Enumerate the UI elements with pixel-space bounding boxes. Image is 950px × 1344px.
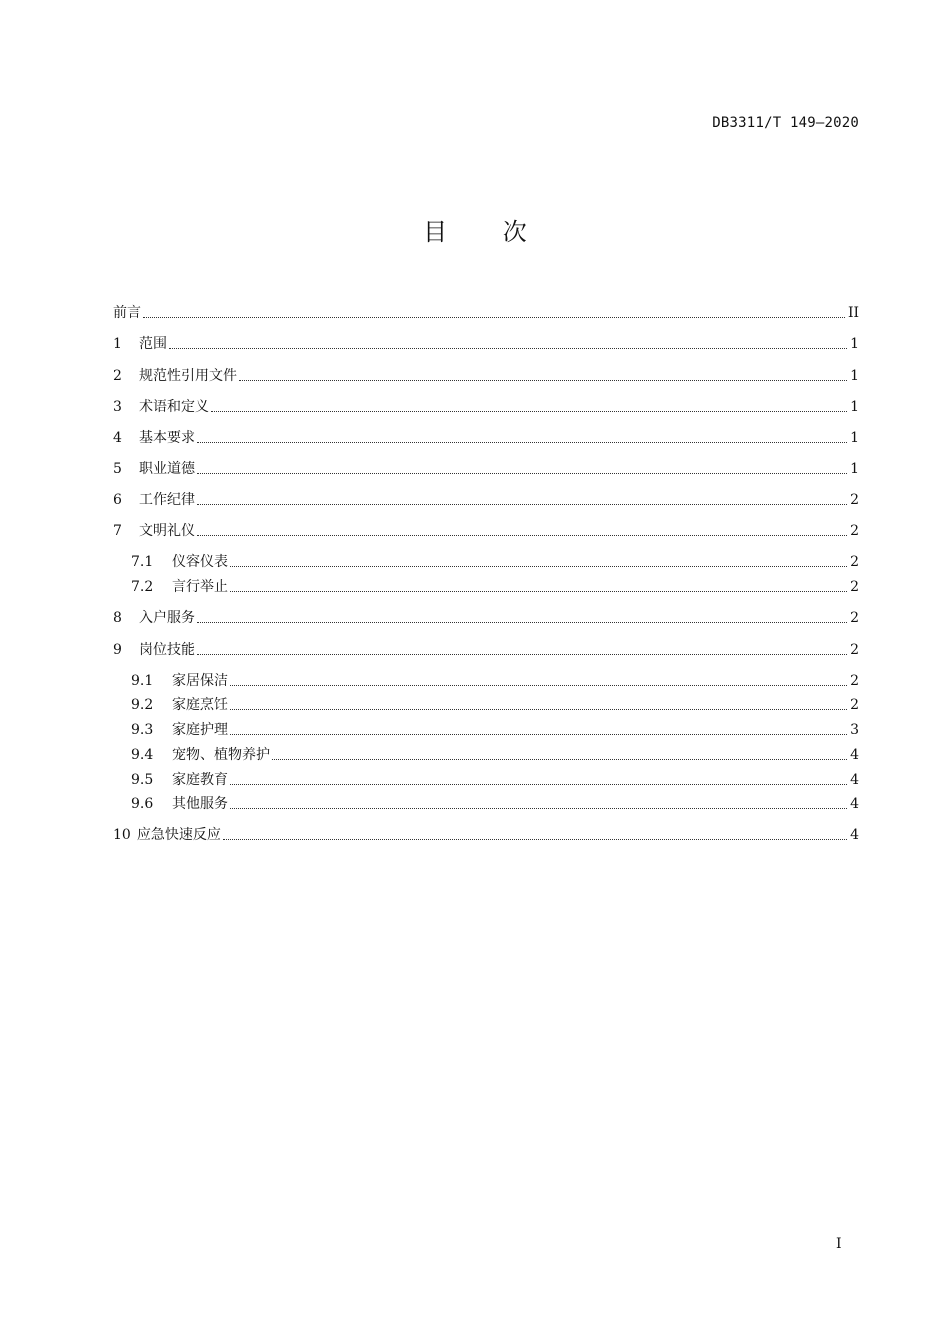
document-code: DB3311/T 149—2020 [712,115,859,131]
toc-leader-dots [197,534,847,536]
toc-entry-page: 4 [850,747,859,763]
toc-leader-dots [223,838,847,840]
toc-entry-2[interactable] [113,363,859,385]
toc-entry-7-2[interactable] [131,574,859,596]
toc-entry-7-1[interactable] [131,549,859,571]
toc-entry-label: 家居保洁 [172,673,228,689]
toc-leader-dots [239,379,847,381]
toc-entry-page: 2 [850,492,859,508]
toc-entry-label: 家庭护理 [172,722,228,738]
toc-entry-number: 10 [113,827,131,843]
toc-leader-dots [230,708,847,710]
toc-entry-number: 9.1 [131,673,154,689]
toc-entry-label: 文明礼仪 [139,523,195,539]
toc-entry-number: 9.6 [131,796,154,812]
toc-entry-page: 4 [850,827,859,843]
toc-entry-9-5[interactable] [131,767,859,789]
toc-entry-label: 其他服务 [172,796,228,812]
toc-entry-number: 7.1 [131,554,154,570]
toc-entry-10[interactable] [113,822,859,844]
toc-entry-page: II [847,305,859,321]
toc-leader-dots [197,621,847,623]
toc-entry-page: 4 [850,796,859,812]
toc-leader-dots [230,807,847,809]
toc-entry-page: 4 [850,772,859,788]
toc-entry-4[interactable] [113,425,859,447]
toc-leader-dots [211,410,847,412]
toc-entry-label: 入户服务 [139,610,195,626]
toc-entry-5[interactable] [113,456,859,478]
toc-entry-label: 宠物、植物养护 [172,747,270,763]
toc-entry-label: 应急快速反应 [136,827,221,843]
toc-entry-page: 2 [850,523,859,539]
toc-entry-number: 6 [113,492,122,508]
toc-entry-page: 2 [850,673,859,689]
toc-entry-page: 1 [850,399,859,415]
toc-entry-8[interactable] [113,605,859,627]
toc-entry-number: 9.3 [131,722,154,738]
toc-entry-label: 言行举止 [172,579,228,595]
toc-entry-page: 1 [850,368,859,384]
toc-entry-page: 2 [850,610,859,626]
toc-entry-9-2[interactable] [131,692,859,714]
toc-entry-number: 8 [113,610,122,626]
toc-entry-label: 术语和定义 [139,399,209,415]
toc-leader-dots [143,316,845,318]
toc-entry-9-4[interactable] [131,742,859,764]
toc-entry-label: 规范性引用文件 [139,368,237,384]
toc-entry-number: 1 [113,336,122,352]
toc-entry-label: 家庭教育 [172,772,228,788]
toc-entry-number: 3 [113,399,122,415]
toc-entry-9[interactable] [113,637,859,659]
toc-entry-9-6[interactable] [131,791,859,813]
toc-leader-dots [197,653,847,655]
toc-entry-page: 1 [850,461,859,477]
toc-entry-page: 2 [850,642,859,658]
toc-entry-6[interactable] [113,487,859,509]
toc-entry-page: 1 [850,336,859,352]
toc-entry-foreword[interactable] [113,300,859,322]
toc-entry-number: 9 [113,642,122,658]
toc-entry-page: 2 [850,697,859,713]
toc-leader-dots [230,565,847,567]
toc-leader-dots [197,472,847,474]
toc-entry-number: 9.5 [131,772,154,788]
toc-entry-label: 前言 [113,305,141,321]
toc-entry-number: 4 [113,430,122,446]
toc-entry-9-3[interactable] [131,717,859,739]
toc-entry-number: 2 [113,368,122,384]
toc-entry-label: 范围 [139,336,167,352]
toc-entry-page: 2 [850,554,859,570]
toc-entry-number: 5 [113,461,122,477]
toc-entry-label: 家庭烹饪 [172,697,228,713]
toc-leader-dots [272,758,847,760]
toc-entry-number: 9.2 [131,697,154,713]
toc-title: 目 次 [423,218,527,246]
toc-leader-dots [230,783,847,785]
toc-entry-number: 9.4 [131,747,154,763]
toc-entry-9-1[interactable] [131,668,859,690]
toc-entry-number: 7 [113,523,122,539]
toc-leader-dots [197,503,847,505]
toc-entry-page: 1 [850,430,859,446]
toc-entry-label: 基本要求 [139,430,195,446]
toc-entry-page: 2 [850,579,859,595]
toc-entry-1[interactable] [113,331,859,353]
page-number: I [836,1236,842,1252]
toc-entry-7[interactable] [113,518,859,540]
toc-entry-label: 仪容仪表 [172,554,228,570]
toc-leader-dots [230,590,847,592]
toc-entry-3[interactable] [113,394,859,416]
toc-entry-label: 职业道德 [139,461,195,477]
toc-leader-dots [230,733,847,735]
toc-leader-dots [230,684,847,686]
toc-entry-page: 3 [850,722,859,738]
toc-leader-dots [169,347,847,349]
toc-entry-number: 7.2 [131,579,154,595]
toc-entry-label: 岗位技能 [139,642,195,658]
toc-entry-label: 工作纪律 [139,492,195,508]
toc-leader-dots [197,441,847,443]
